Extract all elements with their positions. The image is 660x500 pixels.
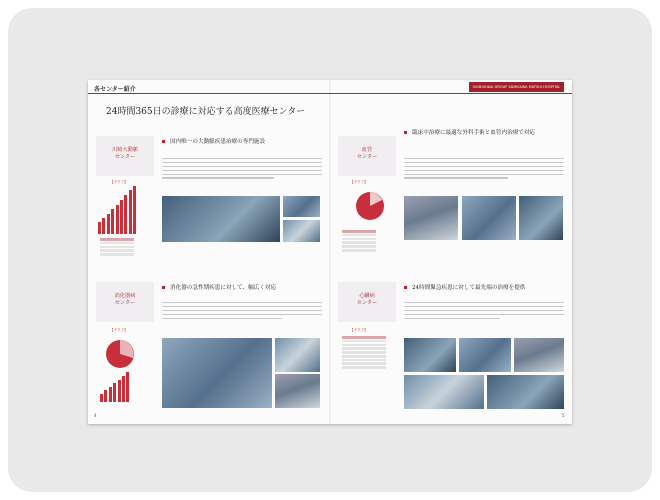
chart-caption: 【グラフ】 <box>110 180 128 184</box>
surgery-photo <box>519 196 563 240</box>
panel-title: 国内唯一の大動脈疾患治療の専門施設 <box>170 139 266 145</box>
chart-caption: 【グラフ】 <box>110 328 128 332</box>
center-title-box <box>338 282 396 322</box>
panel-title: 24時間緊急疾患に対して最先端の治療を提供 <box>412 285 526 291</box>
title-marker <box>404 286 407 289</box>
center-title-box <box>338 136 396 176</box>
photo-small <box>283 220 320 242</box>
page-number-right: 5 <box>562 413 565 418</box>
title-marker <box>162 286 165 289</box>
center-title-line1: 血管 <box>361 147 373 153</box>
pie-chart <box>102 336 138 372</box>
pie-chart <box>352 188 388 224</box>
brand-bar: OKIDOKIKAI GROUP SAMIKAWA MATSUI HOSPITAL <box>469 82 564 92</box>
center-title-line1: 川崎大動脈 <box>112 147 138 153</box>
center-title-line2: センター <box>356 154 378 160</box>
photo-small <box>275 374 320 408</box>
header-rule <box>88 93 572 94</box>
body-text <box>404 158 564 181</box>
body-text <box>162 302 322 321</box>
photo-small <box>275 338 320 372</box>
center-title-line1: 心臓病 <box>359 293 375 299</box>
section-label: 各センター紹介 <box>94 86 136 93</box>
surgery-photo <box>487 375 564 409</box>
center-title-line2: センター <box>114 300 136 306</box>
panel-title: 臨床中治療に最適な外科手術と血管内治療で対応 <box>412 130 536 136</box>
data-table <box>100 238 134 257</box>
title-marker <box>162 140 165 143</box>
surgery-photo <box>459 338 511 372</box>
surgery-photo <box>162 196 280 242</box>
spread-headline: 24時間365日の診療に対応する高度医療センター <box>106 107 306 117</box>
body-text <box>162 158 322 181</box>
panel-title: 消化器の急性期疾患に対して、幅広く対応 <box>170 285 277 291</box>
bar-chart <box>98 186 136 234</box>
data-table <box>342 336 386 370</box>
page-gutter <box>329 80 331 424</box>
center-title-box <box>96 136 154 176</box>
page-number-left: 4 <box>94 413 97 418</box>
surgery-photo <box>404 338 456 372</box>
center-title-box <box>96 282 154 322</box>
center-title-line2: センター <box>114 154 136 160</box>
chart-caption: 【グラフ】 <box>350 180 368 184</box>
photo-small <box>283 196 320 217</box>
data-table <box>342 230 376 253</box>
body-text <box>404 302 564 321</box>
surgery-photo <box>514 338 564 372</box>
surgery-photo <box>162 338 272 408</box>
chart-caption: 【グラフ】 <box>350 328 368 332</box>
center-title-line2: センター <box>356 300 378 306</box>
surgery-photo <box>404 375 484 409</box>
center-title-line1: 消化器病 <box>114 293 136 299</box>
surgery-photo <box>404 196 458 240</box>
title-marker <box>404 131 407 134</box>
surgery-photo <box>462 196 516 240</box>
brochure-spread <box>88 80 572 424</box>
bar-chart <box>100 372 129 402</box>
